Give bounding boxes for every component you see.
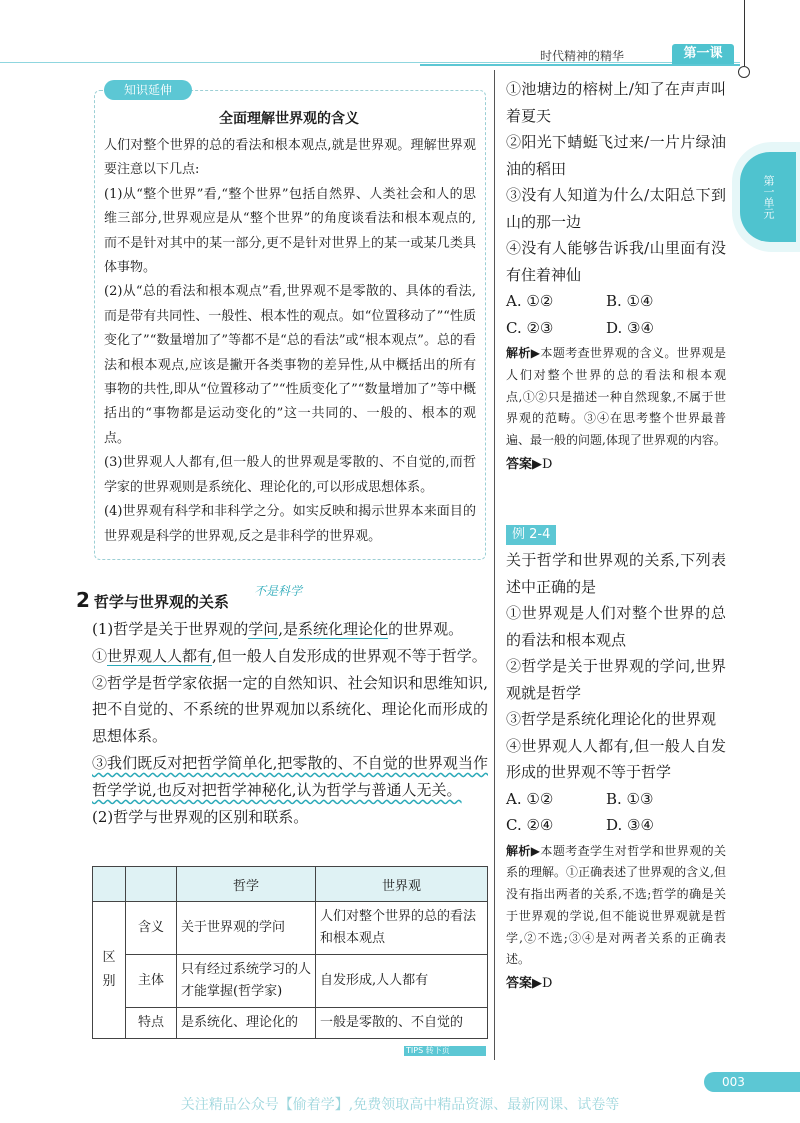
knowledge-paragraph: 人们对整个世界的总的看法和根本观点,就是世界观。理解世界观要注意以下几点: <box>104 138 476 178</box>
section-title <box>76 588 229 612</box>
knowledge-paragraph: (1)从“整个世界”看,“整个世界”包括自然界、人类社会和人的思维三部分,世界观应是从“整个世界”的角度谈看法和根本观点的,而不是针对其中的某一部分,更不是针对世界上的某一或某几类具体事物。 <box>104 186 476 276</box>
option-line: ②哲学是关于世界观的学问,世界观就是哲学 <box>506 657 726 702</box>
hanger-ring-icon <box>738 66 750 78</box>
table-cell: 人们对整个世界的总的看法和根本观点 <box>316 902 488 955</box>
example-question-1 <box>506 76 726 478</box>
choice-b: B. ①④ <box>606 292 654 310</box>
table-cell: 只有经过系统学习的人才能掌握(哲学家) <box>177 955 316 1008</box>
text: ① <box>92 646 108 665</box>
choice-d: D. ③④ <box>606 816 654 834</box>
section-line: ②哲学是哲学家依据一定的自然知识、社会知识和思维知识,把不自觉的、不系统的世界观加以系统化、理论化而形成的思想体系。 <box>92 673 488 746</box>
question-stem: 关于哲学和世界观的关系,下列表述中正确的是 <box>506 551 726 596</box>
table-cell: 主体 <box>126 955 177 1008</box>
knowledge-paragraph: (4)世界观有科学和非科学之分。如实反映和揭示世界本来面目的世界观是科学的世界观,反之是非科学的世界观。 <box>104 504 476 544</box>
table-row <box>93 902 488 955</box>
answer-value: D <box>542 456 553 472</box>
hanger-line <box>744 0 745 66</box>
option-line: ④世界观人人都有,但一般人自发形成的世界观不等于哲学 <box>506 736 726 781</box>
table-header <box>93 867 126 902</box>
choices-row <box>506 812 726 839</box>
example-tag: 例 2-4 <box>506 525 556 545</box>
text: (1)哲学是关于世界观的 <box>92 620 249 638</box>
choice-c: C. ②③ <box>506 318 554 337</box>
analysis-text: 本题考查学生对哲学和世界观的关系的理解。①正确表述了世界观的含义,但没有指出两者的关系,不选;哲学的确是关于世界观的学说,但不能说世界观就是哲学,②不选;③④是对两者关系的正确表述。 <box>506 843 726 967</box>
text: ,是 <box>278 620 299 638</box>
underlined-text: 系统化理论化 <box>298 620 389 638</box>
option-line: ①世界观是人们对整个世界的总的看法和根本观点 <box>506 604 726 649</box>
choice-d: D. ③④ <box>606 318 654 337</box>
answer <box>506 971 726 998</box>
table-header-row <box>93 867 488 902</box>
analysis-label: 解析▶ <box>506 346 541 360</box>
section-title-text: 哲学与世界观的关系 <box>93 593 229 611</box>
tips-tag: TIPS 转下页 <box>404 1046 486 1056</box>
table-cell: 是系统化、理论化的 <box>177 1008 316 1039</box>
choice-b: B. ①③ <box>606 789 654 808</box>
choices-row <box>506 288 726 315</box>
comparison-table <box>92 866 488 1039</box>
knowledge-paragraph: (2)从“总的看法和根本观点”看,世界观不是零散的、具体的看法,而是带有共同性、一般性、根本性的观点。如“位置移动了”“性质变化了”“数量增加了”等都不是“总的看法”或“根本观点”。总的看法和根本观点,应该是撇开各类事物的差异性,从中概括出的所有事物的共性,即从“位置移动了”“性质变化了”“数量增加了”等中概括出的“事物都是运动变化的”这一共同的、一般的、根本的观点。 <box>104 284 476 446</box>
page-number: 003 <box>704 1072 800 1092</box>
option-line: ①池塘边的榕树上/知了在声声叫着夏天 <box>506 80 726 125</box>
unit-label: 第一单元 <box>740 152 796 242</box>
choice-a: A. ①② <box>506 292 554 310</box>
choice-c: C. ②④ <box>506 816 554 834</box>
text: 的世界观。 <box>388 620 464 638</box>
analysis-label: 解析▶ <box>506 843 541 858</box>
handwritten-note: 不是科学 <box>254 584 303 598</box>
table-header: 哲学 <box>177 867 316 902</box>
example-question-2 <box>506 520 726 998</box>
option-line: ④没有人能够告诉我/山里面有没有住着神仙 <box>506 239 726 284</box>
analysis <box>506 841 726 972</box>
footer-watermark: 关注精品公众号【偷着学】,免费领取高中精品资源、最新网课、试卷等 <box>180 1097 620 1113</box>
option-line: ③哲学是系统化理论化的世界观 <box>506 710 717 728</box>
choices-row <box>506 315 726 342</box>
lesson-tab: 第一课 <box>672 44 734 64</box>
answer <box>506 452 726 479</box>
option-line: ②阳光下蜻蜓飞过来/一片片绿油油的稻田 <box>506 133 726 178</box>
section-line: (2)哲学与世界观的区别和联系。 <box>92 807 309 826</box>
answer-label: 答案▶ <box>506 976 542 992</box>
section-number: 2 <box>76 588 90 612</box>
table-header: 世界观 <box>316 867 488 902</box>
table-header <box>126 867 177 902</box>
table-cell: 自发形成,人人都有 <box>316 955 488 1008</box>
section-line <box>92 643 488 670</box>
answer-label: 答案▶ <box>506 456 542 472</box>
section-line <box>92 616 488 643</box>
table-cell: 特点 <box>126 1008 177 1039</box>
text: ,但一般人自发形成的世界观不等于哲学。 <box>212 646 487 665</box>
answer-value: D <box>542 976 553 992</box>
choice-a: A. ①② <box>506 789 554 808</box>
table-cell: 含义 <box>126 902 177 955</box>
table-row <box>93 955 488 1008</box>
header-title: 时代精神的精华 <box>540 49 625 63</box>
underlined-text: 学问 <box>248 620 279 638</box>
choices-row <box>506 786 726 813</box>
table-row <box>93 1008 488 1039</box>
table-group-label: 区别 <box>93 902 126 1039</box>
table-cell: 一般是零散的、不自觉的 <box>316 1008 488 1039</box>
analysis-text: 本题考查世界观的含义。世界观是人们对整个世界的总的看法和根本观点,①②只是描述一种自然现象,不属于世界观的范畴。③④在思考整个世界最普遍、最一般的问题,体现了世界观的内容。 <box>506 346 726 448</box>
option-line: ③没有人知道为什么/太阳总下到山的那一边 <box>506 186 726 231</box>
column-divider <box>494 70 495 1060</box>
knowledge-title: 全面理解世界观的含义 <box>219 111 359 127</box>
knowledge-paragraph: (3)世界观人人都有,但一般人的世界观是零散的、不自觉的,而哲学家的世界观则是系统化、理论化的,可以形成思想体系。 <box>104 455 476 495</box>
section-line-wavy: ③我们既反对把哲学简单化,把零散的、不自觉的世界观当作哲学学说,也反对把哲学神秘化,认为哲学与普通人无关。 <box>92 753 488 799</box>
underlined-text: 世界观人人都有 <box>107 646 213 665</box>
analysis <box>506 343 726 452</box>
knowledge-badge: 知识延伸 <box>104 80 192 100</box>
section-body <box>92 616 488 830</box>
knowledge-body <box>104 134 476 549</box>
table-cell: 关于世界观的学问 <box>177 902 316 955</box>
